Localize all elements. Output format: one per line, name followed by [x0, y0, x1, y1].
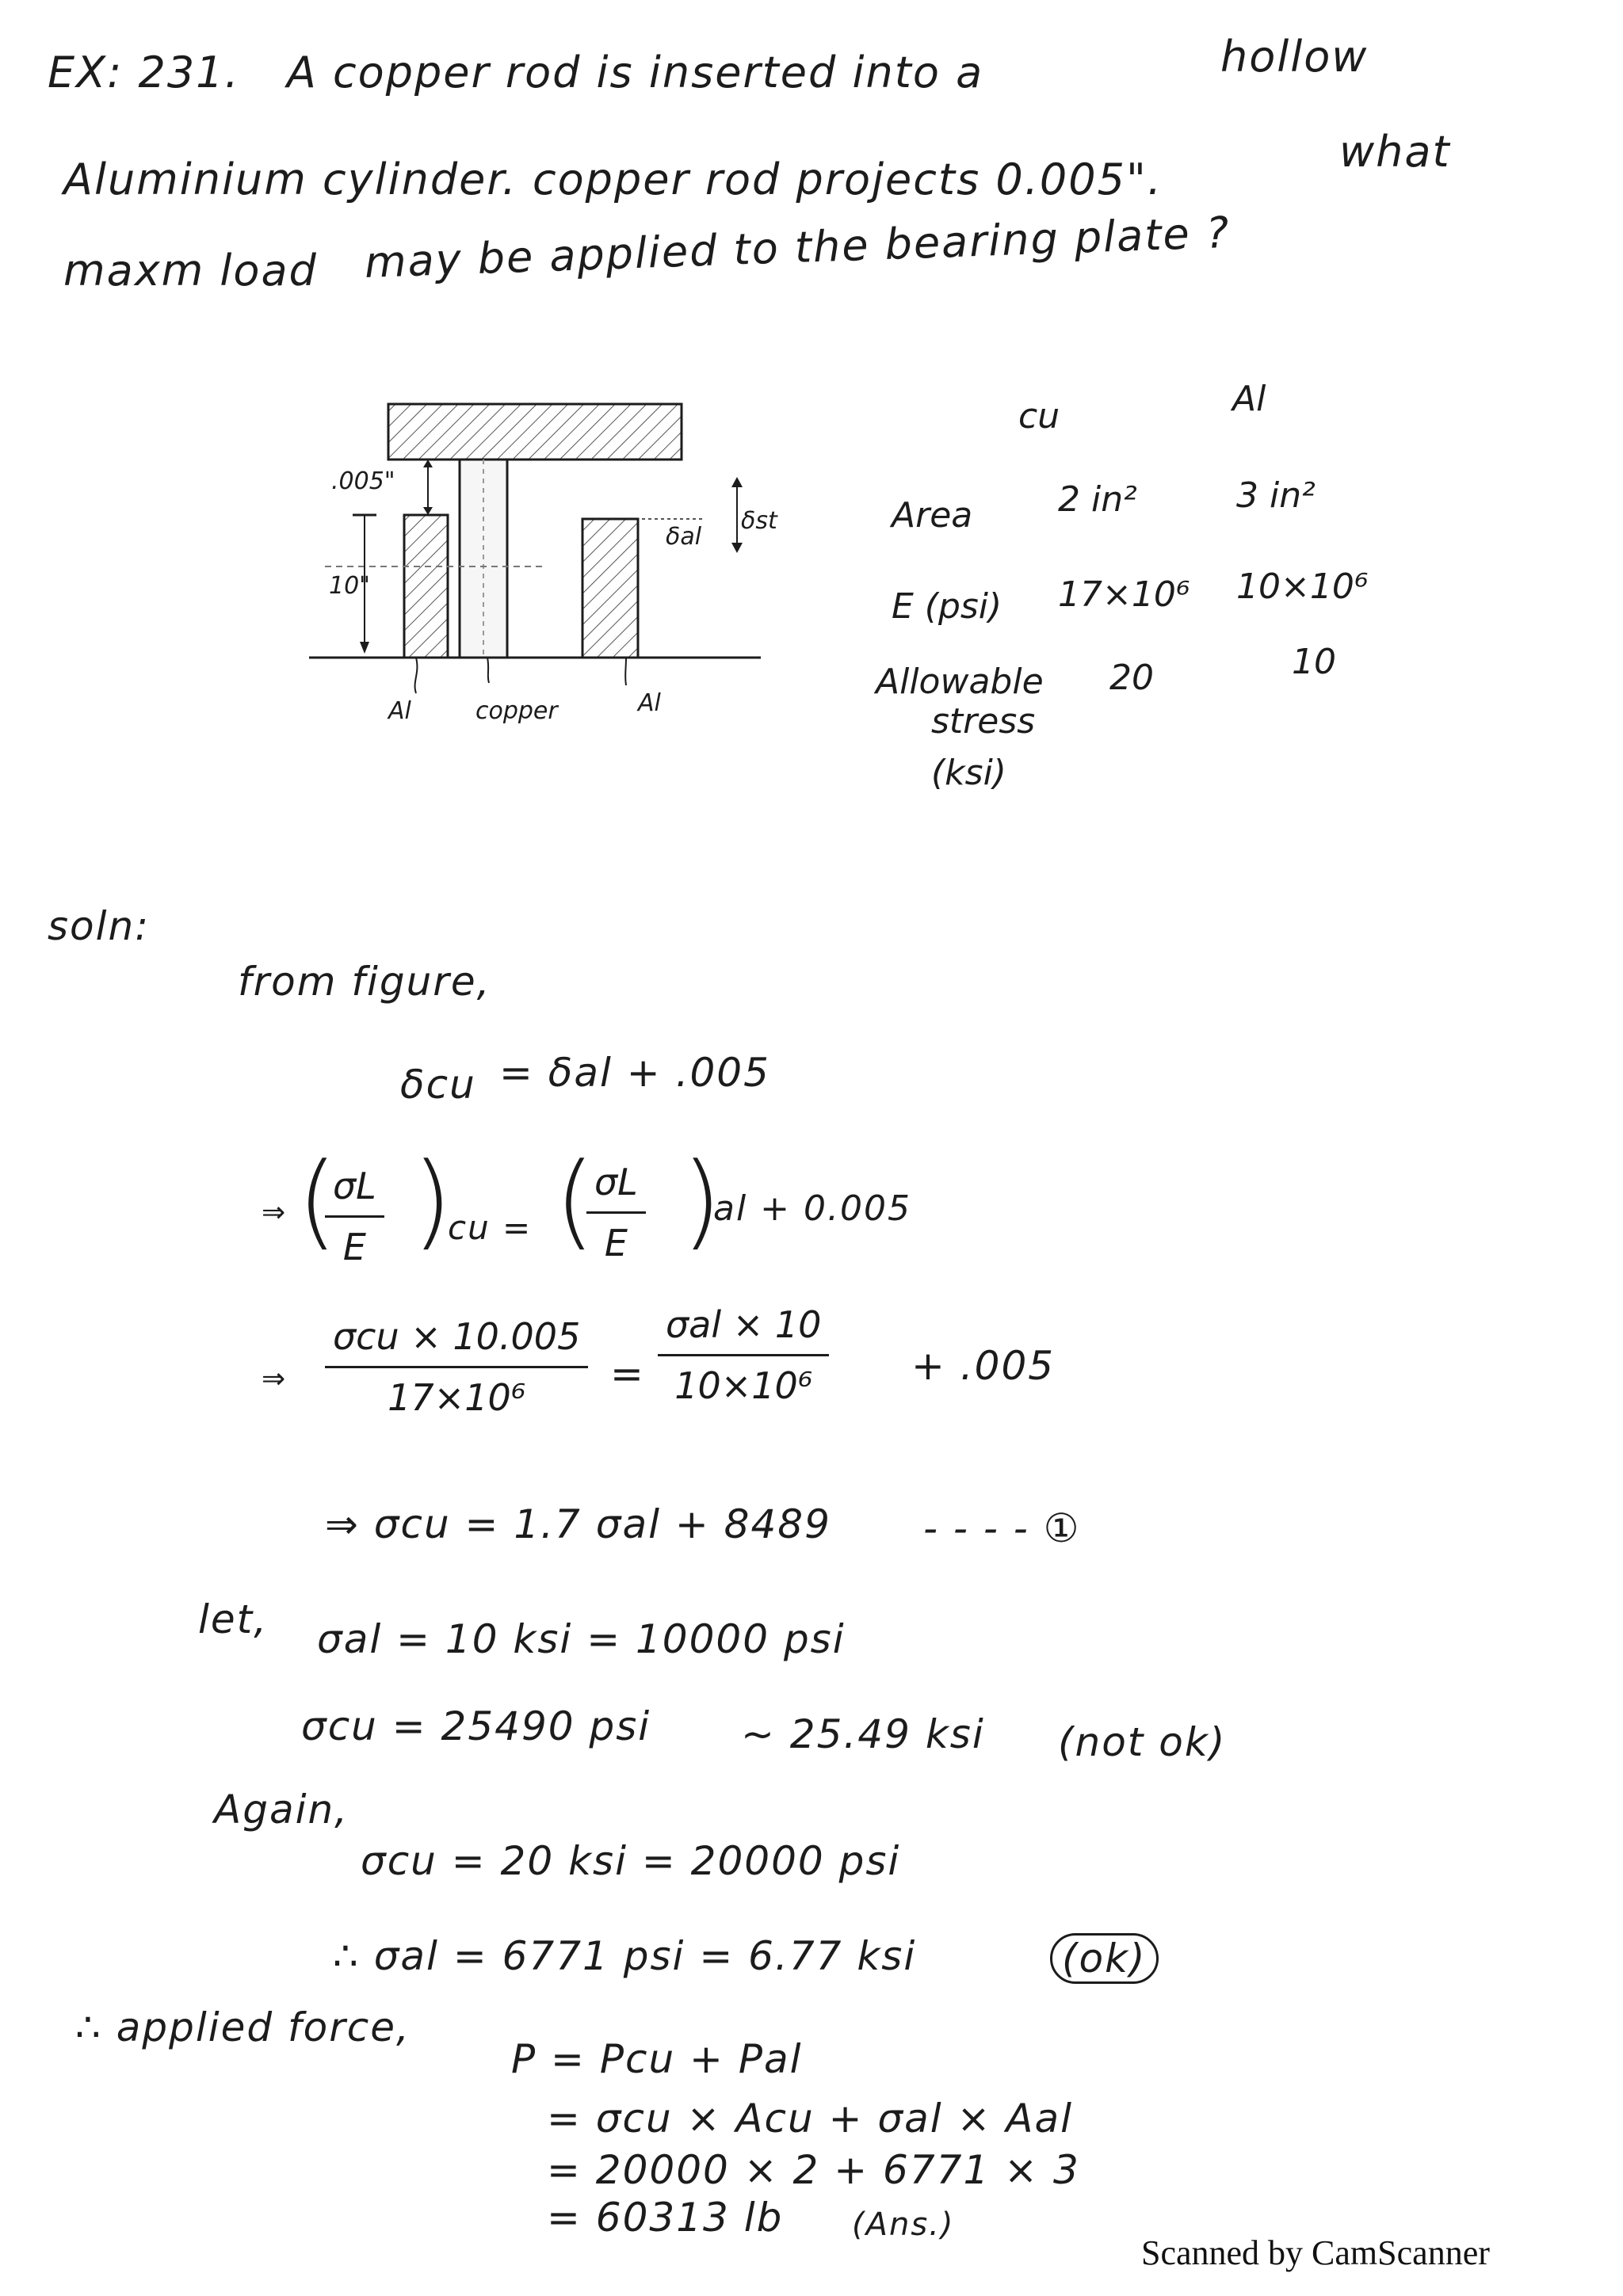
eq3-num-right: σal × 10: [666, 1303, 822, 1346]
eq3-tail: + .005: [911, 1343, 1056, 1389]
table-row-allow-label-3: (ksi): [931, 753, 1006, 793]
table-row-e-cu: 17×10⁶: [1058, 574, 1190, 615]
figure-delta-al: δal: [666, 523, 702, 551]
question-text-1b: hollow: [1220, 32, 1369, 82]
force-line-2: = σcu × Acu + σal × Aal: [547, 2096, 1074, 2142]
eq2-paren-open-l: (: [297, 1140, 338, 1261]
eq3-frac-right: [658, 1303, 829, 1407]
eq3-den-right: 10×10⁶: [674, 1364, 813, 1407]
eq1-rhs: = δal + .005: [499, 1050, 770, 1096]
table-row-allow-cu: 20: [1109, 658, 1154, 698]
let-line-2b: ~ 25.49 ksi: [741, 1711, 985, 1757]
eq4: ⇒ σcu = 1.7 σal + 8489: [325, 1501, 831, 1547]
eq2-frac-right: [586, 1161, 646, 1264]
scanner-watermark: Scanned by CamScanner: [1141, 2233, 1490, 2272]
eq2-sub-left: cu =: [448, 1208, 533, 1247]
table-row-area-cu: 2 in²: [1058, 479, 1137, 520]
eq3-frac-left: [325, 1315, 588, 1419]
aluminium-left: [404, 515, 448, 658]
table-row-area-al: 3 in²: [1236, 475, 1316, 516]
eq2-paren-close-r: ): [682, 1140, 722, 1261]
figure-label-copper: copper: [475, 697, 558, 725]
question-text-2b: what: [1339, 127, 1451, 177]
question-text-2a: Aluminium cylinder. copper rod projects 0.005".: [63, 154, 1163, 204]
aluminium-right: [582, 519, 638, 658]
let-label: let,: [198, 1596, 269, 1642]
again-line-2: ∴ σal = 6771 psi = 6.77 ksi: [333, 1933, 917, 1979]
eq2-den-right: E: [604, 1222, 628, 1264]
figure-height-label: 10": [329, 572, 370, 600]
not-ok-note: (not ok): [1058, 1719, 1227, 1765]
eq4-tag: - - - - ①: [923, 1505, 1081, 1551]
bearing-plate: [388, 404, 682, 460]
eq2-frac-left: [325, 1165, 384, 1268]
table-row-area-label: Area: [892, 495, 973, 536]
rod-cylinder-figure: [293, 380, 785, 729]
fraction-bar: [325, 1366, 588, 1368]
eq2-paren-open-r: (: [555, 1140, 595, 1261]
question-line-1: [48, 48, 983, 97]
table-row-allow-label: Allowable: [876, 662, 1044, 702]
eq3-den-left: 17×10⁶: [388, 1376, 526, 1419]
eq3-arrow: ⇒: [262, 1363, 288, 1395]
table-col-al: Al: [1232, 379, 1266, 419]
eq1-lhs: δcu: [400, 1062, 476, 1108]
table-row-e-label: E (psi): [892, 586, 1002, 627]
table-row-allow-label-2: stress: [931, 701, 1036, 742]
eq2-sub-right: al + 0.005: [713, 1188, 911, 1229]
answer-note: (Ans.): [852, 2206, 955, 2243]
figure-label-al-left: Al: [388, 697, 411, 725]
ok-note: (ok): [1050, 1933, 1159, 1984]
again-label: Again,: [214, 1787, 349, 1833]
solution-heading: soln:: [48, 903, 151, 949]
eq3-num-left: σcu × 10.005: [333, 1315, 581, 1358]
question-text-3b: may be applied to the bearing plate ?: [363, 207, 1232, 288]
let-line-2: σcu = 25490 psi: [301, 1703, 651, 1749]
table-col-cu: cu: [1018, 396, 1060, 437]
fraction-bar: [658, 1354, 829, 1356]
table-row-e-al: 10×10⁶: [1236, 566, 1369, 607]
let-line-1: σal = 10 ksi = 10000 psi: [317, 1616, 846, 1662]
figure-label-al-right: Al: [638, 689, 661, 717]
question-text-1a: A copper rod is inserted into a: [286, 48, 984, 97]
question-text-3a: maxm load: [63, 246, 318, 296]
figure-delta-st: δst: [741, 507, 777, 535]
force-line-3: = 20000 × 2 + 6771 × 3: [547, 2147, 1080, 2193]
table-row-allow-al: 10: [1292, 642, 1336, 682]
figure-top-gap-label: .005": [331, 467, 395, 495]
eq3-equals: =: [610, 1351, 645, 1397]
force-line-1: P = Pcu + Pal: [511, 2036, 803, 2082]
applied-force-label: ∴ applied force,: [75, 2004, 411, 2050]
fraction-bar: [586, 1211, 646, 1214]
eq2-num-right: σL: [594, 1161, 638, 1203]
eq2-den-left: E: [342, 1226, 366, 1268]
example-label: EX: 231.: [48, 48, 240, 97]
eq2-paren-close-l: ): [412, 1140, 453, 1261]
from-figure: from figure,: [238, 959, 491, 1005]
fraction-bar: [325, 1215, 384, 1218]
eq2-num-left: σL: [333, 1165, 376, 1207]
again-line-1: σcu = 20 ksi = 20000 psi: [361, 1838, 901, 1884]
force-line-4: = 60313 lb: [547, 2195, 784, 2241]
eq2-arrow: ⇒: [262, 1196, 288, 1229]
